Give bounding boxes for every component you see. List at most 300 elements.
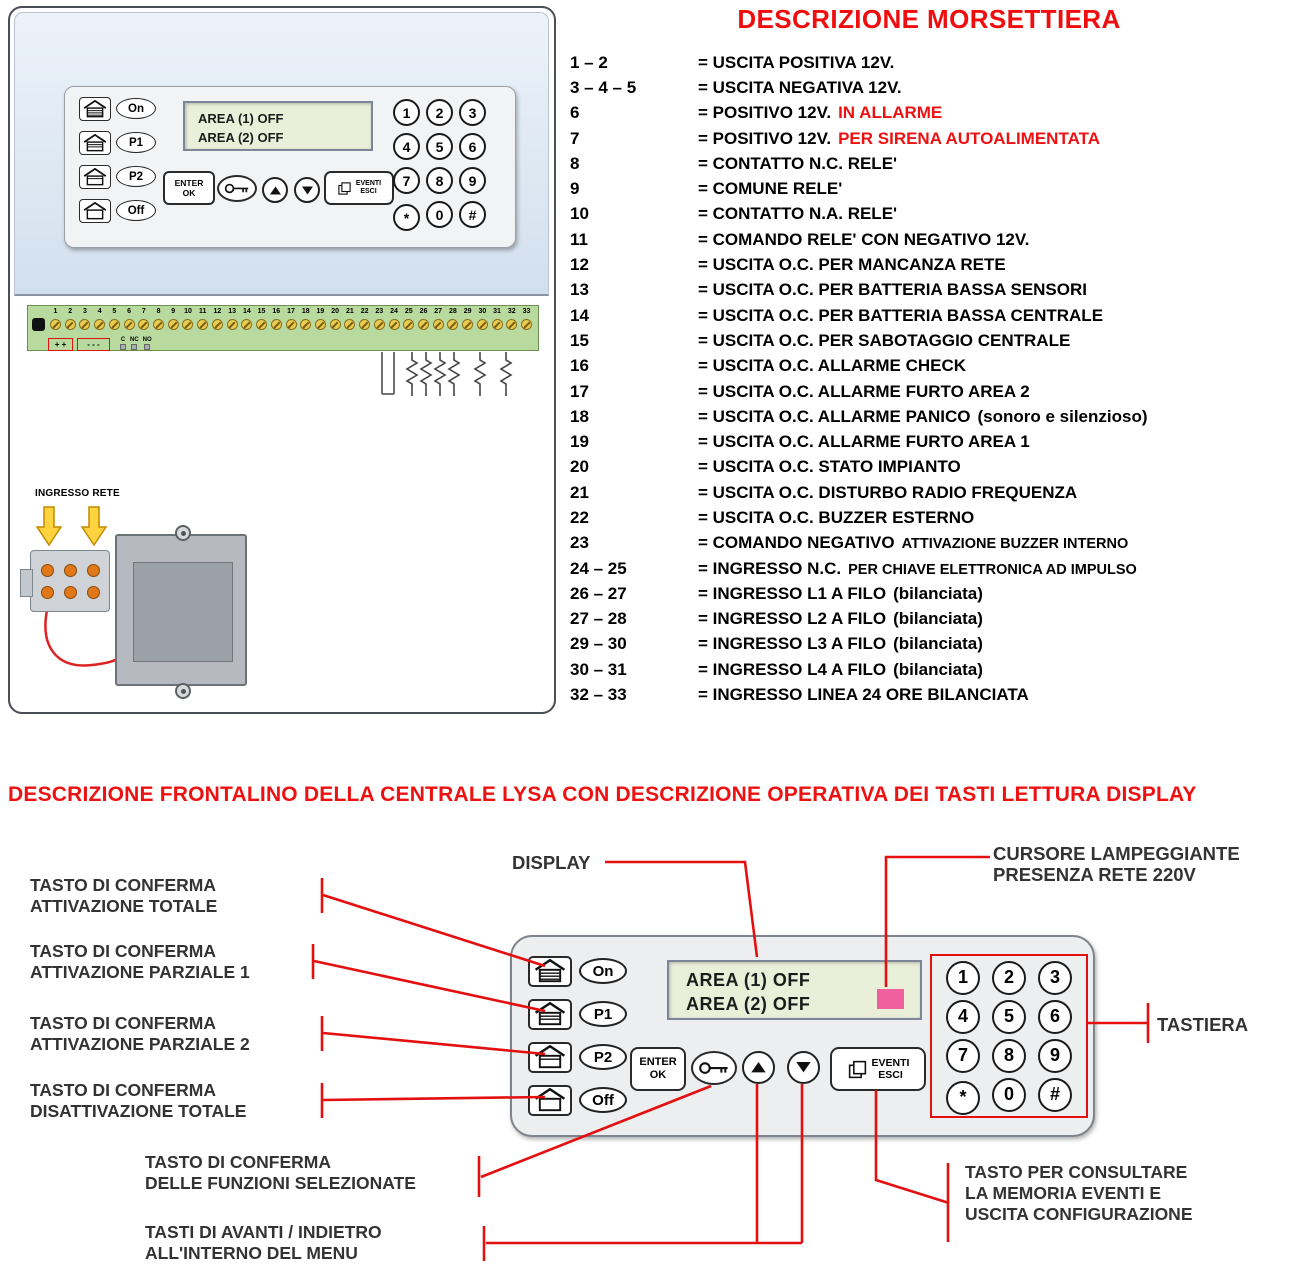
keypad-key-2: 2: [992, 961, 1026, 995]
arm-button-row: [528, 997, 627, 1031]
keypad-key-5: 5: [426, 133, 453, 160]
terminal-description-main: = USCITA O.C. PER SABOTAGGIO CENTRALE: [698, 330, 1071, 350]
lcd-display: [183, 101, 373, 151]
terminal-numbers: 32 – 33: [570, 685, 627, 705]
terminal-number: 4: [97, 308, 102, 315]
down-arrow-button: [787, 1051, 820, 1084]
shutter-partial-2-icon: [528, 1042, 572, 1073]
terminal-desc-row: [570, 126, 1148, 151]
terminal-description-main: = CONTATTO N.C. RELE': [698, 153, 898, 173]
key-button: [691, 1051, 737, 1085]
terminal-number: 3: [82, 308, 87, 315]
terminal-desc-row: [570, 176, 1148, 201]
transformer: [115, 534, 247, 686]
terminal-number: 21: [345, 308, 354, 315]
terminal-screws-row: [50, 319, 532, 330]
terminal-description-main: = USCITA POSITIVA 12V.: [698, 52, 895, 72]
terminal-number: 33: [522, 308, 531, 315]
shutter-partial-1-icon: [528, 999, 572, 1030]
eventi-esci-button: [324, 171, 394, 205]
connector-pin: [41, 564, 54, 577]
terminal-description-extra: (bilanciata): [893, 659, 983, 679]
off-button: Off: [116, 200, 156, 221]
terminal-numbers: 7: [570, 128, 580, 148]
terminal-screw: [462, 319, 473, 330]
terminal-numbers: 10: [570, 204, 589, 224]
yellow-arrow-icon: [37, 507, 61, 545]
terminal-number: 15: [257, 308, 266, 315]
terminal-screw: [168, 319, 179, 330]
terminal-screw: [389, 319, 400, 330]
terminal-description-main: = USCITA O.C. BUZZER ESTERNO: [698, 507, 975, 527]
keypad-key-7: 7: [393, 167, 420, 194]
terminal-description: [698, 255, 1006, 275]
terminal-screw: [241, 319, 252, 330]
terminal-description: [698, 53, 894, 73]
terminal-screw: [300, 319, 311, 330]
terminal-numbers: 16: [570, 356, 589, 376]
terminal-screw: [374, 319, 385, 330]
terminal-desc-row: [570, 404, 1148, 429]
callout-cursore: CURSORE LAMPEGGIANTE PRESENZA RETE 220V: [993, 843, 1240, 885]
keypad-key-8: 8: [992, 1039, 1026, 1073]
terminal-screw: [124, 319, 135, 330]
arm-button-row: [528, 1040, 627, 1074]
terminal-description-main: = USCITA O.C. PER MANCANZA RETE: [698, 255, 1006, 275]
buzzer-component: [32, 318, 45, 331]
terminal-description-main: = COMANDO NEGATIVO: [698, 533, 895, 553]
keypad-key-8: 8: [426, 167, 453, 194]
arm-button-column: [528, 954, 627, 1117]
callout-memoria-eventi: TASTO PER CONSULTARE LA MEMORIA EVENTI E USCITA CONFIGURAZIONE: [965, 1162, 1193, 1224]
terminal-description-main: = COMUNE RELE': [698, 179, 843, 199]
terminal-screw: [271, 319, 282, 330]
terminal-description-list: [570, 50, 1148, 708]
terminal-number: 1: [53, 308, 58, 315]
esci-label: ESCI: [878, 1069, 903, 1081]
connector-pin: [64, 586, 77, 599]
enter-ok-button: [163, 171, 215, 205]
terminal-numbers: 18: [570, 406, 589, 426]
terminal-screw: [447, 319, 458, 330]
terminal-desc-row: [570, 607, 1148, 632]
up-arrow-icon: [269, 185, 282, 196]
keypad-key-hash: #: [1038, 1078, 1072, 1112]
keypad-highlight-frame: [930, 954, 1088, 1118]
terminal-screw: [50, 319, 61, 330]
keypad-key-7: 7: [946, 1039, 980, 1073]
terminal-numbers: 20: [570, 457, 589, 477]
shutter-open-icon: [528, 1085, 572, 1116]
connector-pin: [64, 564, 77, 577]
keypad-key-2: 2: [426, 99, 453, 126]
terminal-number: 14: [242, 308, 251, 315]
terminal-screw: [79, 319, 90, 330]
frontalino-title: DESCRIZIONE FRONTALINO DELLA CENTRALE LYSA CON DESCRIZIONE OPERATIVA DEI TASTI LETTURA DISPLAY: [8, 783, 1197, 806]
terminal-numbers: 9: [570, 179, 580, 199]
mains-connector-block: [30, 550, 110, 612]
terminal-screw: [344, 319, 355, 330]
callout-tastiera: TASTIERA: [1157, 1014, 1249, 1035]
terminal-number: 20: [331, 308, 340, 315]
terminal-description: [698, 382, 1030, 402]
off-button: Off: [579, 1087, 627, 1113]
terminal-desc-row: [570, 379, 1148, 404]
terminal-number: 29: [463, 308, 472, 315]
control-unit-enclosure: [8, 6, 556, 714]
down-arrow-button: [294, 177, 320, 203]
terminal-number: 19: [316, 308, 325, 315]
terminal-desc-row: [570, 682, 1148, 707]
keypad-key-6: 6: [1038, 1000, 1072, 1034]
terminal-description: [698, 356, 966, 376]
callout-display: DISPLAY: [512, 852, 591, 873]
terminal-screw: [506, 319, 517, 330]
events-pages-icon: [847, 1059, 868, 1080]
arm-button-row: [528, 954, 627, 988]
terminal-number: 11: [198, 308, 207, 315]
terminal-screw: [286, 319, 297, 330]
terminal-numbers: 30 – 31: [570, 659, 627, 679]
terminal-numbers: 11: [570, 229, 588, 249]
relay-contact-labels: [120, 337, 152, 350]
terminal-description-main: = CONTATTO N.A. RELE': [698, 204, 898, 224]
terminal-numbers: 21: [570, 482, 589, 502]
enter-label: ENTER: [174, 178, 204, 188]
terminal-number: 17: [287, 308, 295, 315]
morsettiera-title: DESCRIZIONE MORSETTIERA: [737, 4, 1121, 34]
keypad-key-6: 6: [459, 133, 486, 160]
terminal-description: [698, 533, 1128, 553]
terminal-number: 31: [493, 308, 501, 315]
terminal-description-main: = USCITA O.C. ALLARME FURTO AREA 1: [698, 432, 1030, 452]
terminal-description-main: = USCITA NEGATIVA 12V.: [698, 77, 902, 97]
terminal-description: [698, 306, 1103, 326]
terminal-number: 2: [68, 308, 73, 315]
keypad-key-0: 0: [426, 201, 453, 228]
mains-presence-cursor: [877, 989, 904, 1009]
mains-input-label: INGRESSO RETE: [35, 488, 120, 499]
p2-button: P2: [579, 1044, 627, 1070]
keypad-panel-small: [64, 86, 516, 248]
keypad-key-1: 1: [946, 961, 980, 995]
keypad-key-star: *: [946, 1081, 980, 1115]
terminal-description: [698, 584, 983, 604]
terminal-number: 32: [507, 308, 516, 315]
lcd-line-2: AREA (2) OFF: [198, 130, 284, 145]
shutter-closed-icon: [528, 956, 572, 987]
terminal-screw: [315, 319, 326, 330]
keypad-key-4: 4: [946, 1000, 980, 1034]
terminal-number: 13: [228, 308, 237, 315]
terminal-description: [698, 559, 1137, 579]
terminal-numbers: 14: [570, 305, 589, 325]
terminal-description-main: = INGRESSO LINEA 24 ORE BILANCIATA: [698, 685, 1029, 705]
callout-disattivazione-totale: TASTO DI CONFERMA DISATTIVAZIONE TOTALE: [30, 1080, 247, 1121]
terminal-screw: [433, 319, 444, 330]
shutter-closed-icon: [79, 97, 111, 121]
callout-avanti-indietro: TASTI DI AVANTI / INDIETRO ALL'INTERNO DEL MENU: [145, 1222, 382, 1263]
terminal-number: 25: [404, 308, 413, 315]
arm-button-row: [79, 197, 156, 224]
connector-pin: [87, 564, 100, 577]
connector-pin: [41, 586, 54, 599]
terminal-description: [698, 508, 974, 528]
keypad-key-3: 3: [1038, 961, 1072, 995]
terminal-description-main: = USCITA O.C. ALLARME CHECK: [698, 356, 967, 376]
terminal-screw: [521, 319, 532, 330]
callout-attivazione-parziale-1: TASTO DI CONFERMA ATTIVAZIONE PARZIALE 1: [30, 941, 250, 982]
terminal-numbers: 29 – 30: [570, 634, 627, 654]
terminal-description-main: = USCITA O.C. STATO IMPIANTO: [698, 457, 961, 477]
terminal-numbers: 26 – 27: [570, 583, 627, 603]
terminal-number: 16: [272, 308, 281, 315]
terminal-number: 9: [171, 308, 176, 315]
down-arrow-icon: [795, 1060, 812, 1074]
eventi-label: EVENTI: [355, 179, 382, 187]
numeric-keypad-big: [946, 961, 1072, 1112]
key-icon: [697, 1059, 731, 1077]
keypad-key-3: 3: [459, 99, 486, 126]
terminal-description-main: = INGRESSO N.C.: [698, 558, 842, 578]
terminal-desc-row: [570, 252, 1148, 277]
p2-button: P2: [116, 166, 156, 187]
terminal-description-extra: PER CHIAVE ELETTRONICA AD IMPULSO: [848, 561, 1137, 578]
terminal-description-main: = INGRESSO L4 A FILO: [698, 659, 887, 679]
terminal-screw: [330, 319, 341, 330]
terminal-screw: [109, 319, 120, 330]
terminal-desc-row: [570, 480, 1148, 505]
keypad-key-9: 9: [1038, 1039, 1072, 1073]
eventi-esci-label: [872, 1057, 910, 1082]
terminal-description: [698, 609, 983, 629]
terminal-description-main: = INGRESSO L3 A FILO: [698, 634, 887, 654]
transformer-core: [133, 562, 233, 662]
terminal-numbers: 27 – 28: [570, 609, 627, 629]
keypad-key-star: *: [393, 204, 420, 231]
terminal-numbers: 22: [570, 507, 589, 527]
p1-button: P1: [116, 132, 156, 153]
terminal-desc-row: [570, 227, 1148, 252]
terminal-numbers: 23: [570, 533, 589, 553]
negative-terminals-mark: - - -: [77, 338, 110, 351]
connector-pin: [87, 586, 100, 599]
terminal-desc-row: [570, 278, 1148, 303]
terminal-number: 8: [156, 308, 161, 315]
up-arrow-button: [742, 1051, 775, 1084]
keypad-key-4: 4: [393, 133, 420, 160]
terminal-desc-row: [570, 429, 1148, 454]
mains-wire: [45, 610, 125, 665]
terminal-strip: [27, 305, 539, 351]
arm-button-row: [79, 95, 156, 122]
terminal-numbers: 6: [570, 103, 580, 123]
terminal-description: [698, 103, 942, 123]
terminal-description-main: = COMANDO RELE' CON NEGATIVO 12V.: [698, 229, 1030, 249]
terminal-desc-row: [570, 505, 1148, 530]
on-button: On: [579, 958, 627, 984]
terminal-screw: [359, 319, 370, 330]
terminal-numbers: 17: [570, 381, 589, 401]
terminal-number: 26: [419, 308, 428, 315]
events-pages-icon: [337, 181, 352, 196]
eventi-esci-label: [356, 180, 381, 197]
keypad-key-9: 9: [459, 167, 486, 194]
eventi-label: EVENTI: [871, 1056, 910, 1069]
lcd-display: [667, 960, 922, 1020]
terminal-description: [698, 179, 842, 199]
terminal-description-extra: PER SIRENA AUTOALIMENTATA: [838, 128, 1101, 148]
arm-button-row: [79, 163, 156, 190]
terminal-number: 27: [434, 308, 443, 315]
terminal-description-main: = USCITA O.C. PER BATTERIA BASSA CENTRALE: [698, 305, 1104, 325]
callout-attivazione-parziale-2: TASTO DI CONFERMA ATTIVAZIONE PARZIALE 2: [30, 1013, 250, 1054]
terminal-desc-row: [570, 455, 1148, 480]
terminal-screw: [418, 319, 429, 330]
terminal-description-extra: IN ALLARME: [838, 103, 943, 123]
terminal-numbers: 8: [570, 153, 580, 173]
terminal-description-main: = INGRESSO L2 A FILO: [698, 609, 887, 629]
terminal-screw: [227, 319, 238, 330]
terminal-number: 22: [360, 308, 369, 315]
terminal-description: [698, 483, 1077, 503]
enter-ok-button: [630, 1047, 686, 1091]
p1-button: P1: [579, 1001, 627, 1027]
terminal-desc-row: [570, 202, 1148, 227]
eventi-esci-button: [830, 1047, 926, 1091]
terminal-description: [698, 685, 1029, 705]
terminal-desc-row: [570, 354, 1148, 379]
ok-label: OK: [182, 188, 196, 198]
terminal-desc-row: [570, 101, 1148, 126]
terminal-screw: [477, 319, 488, 330]
terminal-desc-row: [570, 151, 1148, 176]
terminal-desc-row: [570, 632, 1148, 657]
terminal-number: 6: [127, 308, 132, 315]
terminal-description-extra: (bilanciata): [893, 609, 983, 629]
shutter-partial-1-icon: [79, 131, 111, 155]
terminal-number: 12: [213, 308, 222, 315]
terminal-desc-row: [570, 581, 1148, 606]
terminal-desc-row: [570, 531, 1148, 556]
terminal-numbers-row: [50, 308, 532, 315]
terminal-screw: [94, 319, 105, 330]
terminal-description: [698, 78, 902, 98]
terminal-description-main: = USCITA O.C. PER BATTERIA BASSA SENSORI: [698, 280, 1087, 300]
on-button: On: [116, 98, 156, 119]
esci-label: ESCI: [360, 188, 377, 195]
screw-icon: [175, 525, 191, 541]
keypad-key-5: 5: [992, 1000, 1026, 1034]
relay-contact: NO: [143, 337, 152, 350]
terminal-description: [698, 432, 1030, 452]
terminal-number: 30: [478, 308, 487, 315]
terminal-number: 10: [184, 308, 192, 315]
terminal-number: 23: [375, 308, 384, 315]
terminal-description: [698, 634, 983, 654]
terminal-screw: [182, 319, 193, 330]
terminal-description-main: = POSITIVO 12V.: [698, 128, 832, 148]
terminal-description: [698, 407, 1148, 427]
ok-label: OK: [649, 1069, 667, 1081]
terminal-description: [698, 331, 1070, 351]
positive-terminals-mark: + +: [48, 338, 73, 351]
enter-label: ENTER: [639, 1056, 677, 1068]
terminal-numbers: 1 – 2: [570, 52, 608, 72]
terminal-desc-row: [570, 50, 1148, 75]
terminal-description-extra: (bilanciata): [893, 583, 983, 603]
yellow-arrow-icon: [82, 507, 106, 545]
terminal-number: 7: [141, 308, 146, 315]
arm-button-row: [79, 129, 156, 156]
terminal-screw: [197, 319, 208, 330]
terminal-description-main: = USCITA O.C. ALLARME PANICO: [698, 406, 971, 426]
numeric-keypad-small: [393, 99, 486, 228]
callout-attivazione-totale: TASTO DI CONFERMA ATTIVAZIONE TOTALE: [30, 875, 218, 916]
terminal-number: 18: [301, 308, 310, 315]
balance-resistors: [372, 350, 522, 408]
terminal-number: 28: [449, 308, 457, 315]
terminal-desc-row: [570, 75, 1148, 100]
terminal-description: [698, 204, 897, 224]
terminal-number: 24: [390, 308, 398, 315]
arm-button-column: [79, 95, 156, 224]
shutter-open-icon: [79, 199, 111, 223]
terminal-number: 5: [112, 308, 117, 315]
terminal-description-main: = INGRESSO L1 A FILO: [698, 583, 887, 603]
keypad-key-hash: #: [459, 201, 486, 228]
down-arrow-icon: [301, 185, 314, 196]
terminal-description-extra: (sonoro e silenzioso): [977, 406, 1148, 426]
key-icon: [223, 181, 251, 196]
lcd-line-2: AREA (2) OFF: [686, 994, 811, 1014]
terminal-description: [698, 660, 983, 680]
terminal-screw: [212, 319, 223, 330]
terminal-description: [698, 154, 897, 174]
keypad-key-1: 1: [393, 99, 420, 126]
terminal-desc-row: [570, 303, 1148, 328]
terminal-desc-row: [570, 657, 1148, 682]
arm-button-row: [528, 1083, 627, 1117]
terminal-screw: [153, 319, 164, 330]
terminal-description-extra: (bilanciata): [893, 634, 983, 654]
terminal-numbers: 15: [570, 330, 589, 350]
terminal-numbers: 19: [570, 432, 589, 452]
keypad-key-0: 0: [992, 1078, 1026, 1112]
lcd-line-1: AREA (1) OFF: [686, 970, 811, 990]
terminal-numbers: 13: [570, 280, 589, 300]
shutter-partial-2-icon: [79, 165, 111, 189]
terminal-desc-row: [570, 328, 1148, 353]
terminal-description: [698, 457, 961, 477]
terminal-description: [698, 280, 1087, 300]
keypad-panel-big: [510, 935, 1095, 1137]
relay-contact: C: [120, 337, 126, 350]
terminal-description-extra: ATTIVAZIONE BUZZER INTERNO: [901, 536, 1129, 553]
terminal-desc-row: [570, 556, 1148, 581]
lcd-line-1: AREA (1) OFF: [198, 111, 284, 126]
key-button: [217, 175, 257, 202]
terminal-description: [698, 129, 1100, 149]
terminal-numbers: 24 – 25: [570, 558, 627, 578]
terminal-numbers: 3 – 4 – 5: [570, 77, 637, 97]
terminal-description-main: = POSITIVO 12V.: [698, 103, 832, 123]
terminal-description: [698, 230, 1029, 250]
terminal-numbers: 12: [570, 255, 589, 275]
callout-conferma-funzioni: TASTO DI CONFERMA DELLE FUNZIONI SELEZIONATE: [145, 1152, 416, 1193]
terminal-description-main: = USCITA O.C. DISTURBO RADIO FREQUENZA: [698, 482, 1078, 502]
terminal-screw: [256, 319, 267, 330]
